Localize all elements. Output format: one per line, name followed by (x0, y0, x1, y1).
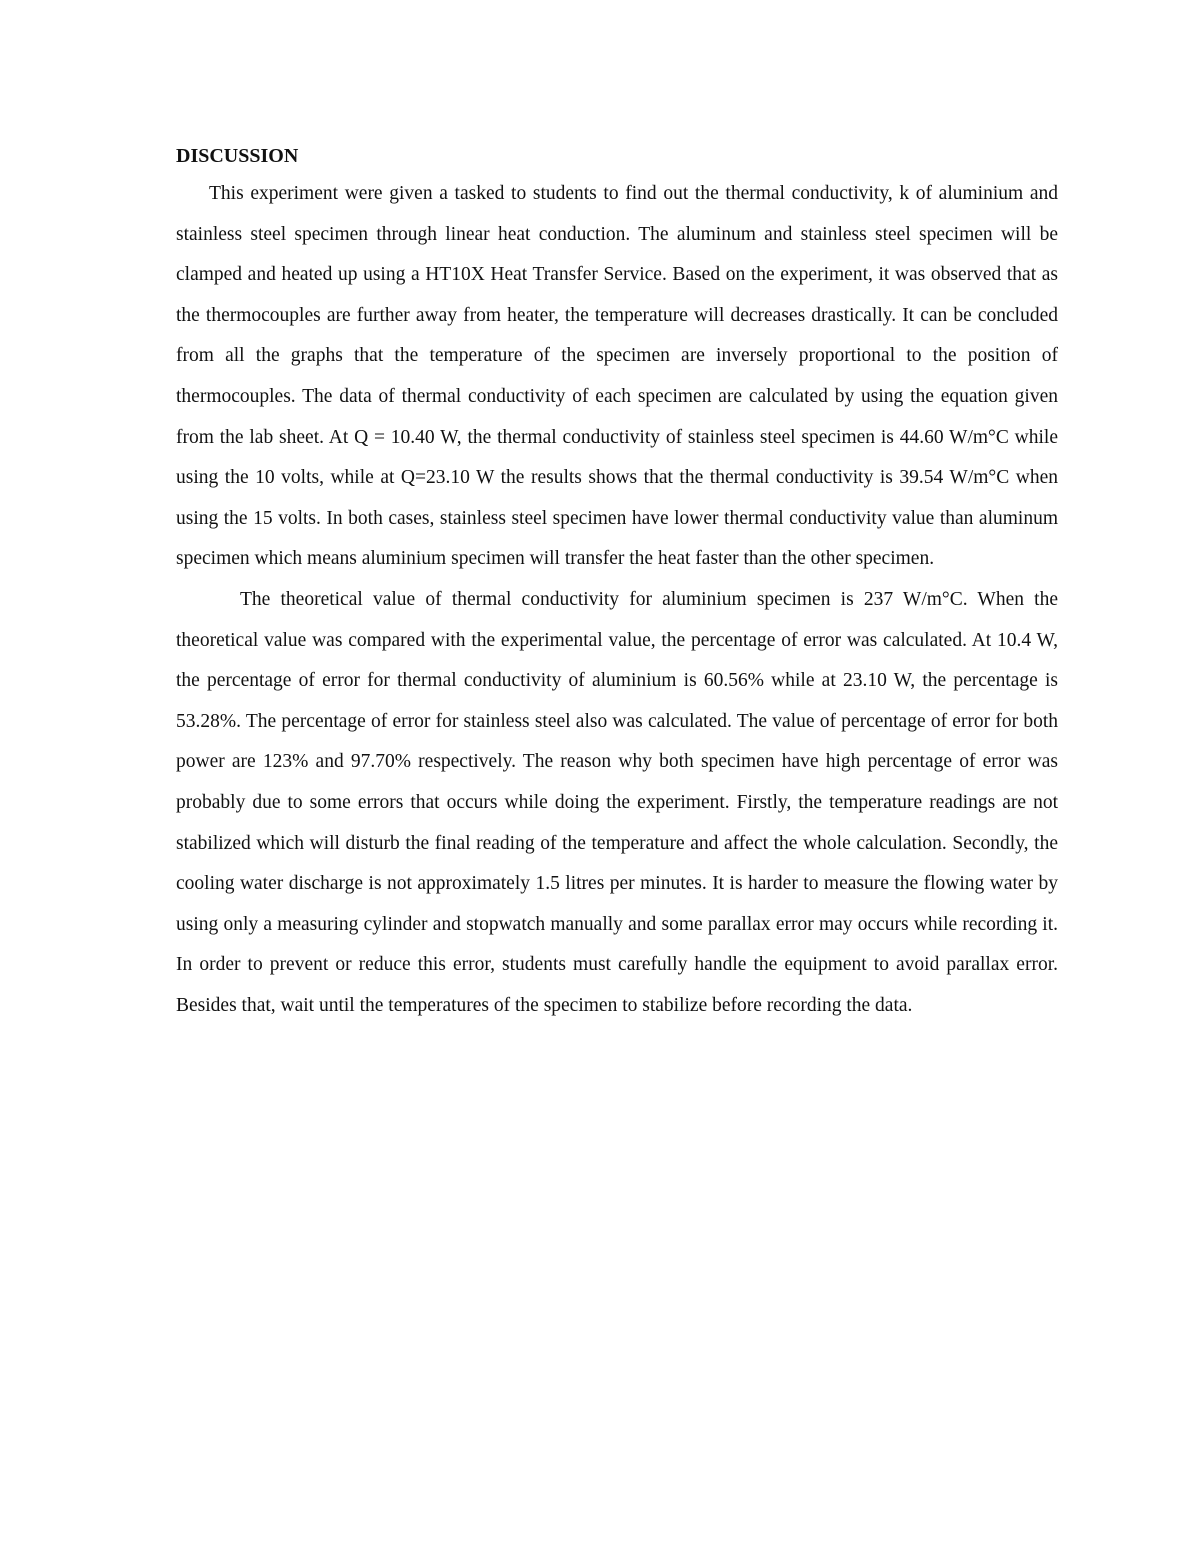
section-heading: DISCUSSION (176, 145, 299, 167)
discussion-paragraph-1: This experiment were given a tasked to students to find out the thermal conductivity, k of aluminium and stainless steel specimen through linear heat conduction. The aluminum and stainless steel specimen will be clamped and heated up using a HT10X Heat Transfer Service. Based on the experiment, it was observed that as the thermocouples are further away from heater, the temperature will decreases drastically. It can be concluded from all the graphs that the temperature of the specimen are inversely proportional to the position of thermocouples. The data of thermal conductivity of each specimen are calculated by using the equation given from the lab sheet. At Q = 10.40 W, the thermal conductivity of stainless steel specimen is 44.60 W/m°C while using the 10 volts, while at Q=23.10 W the results shows that the thermal conductivity is 39.54 W/m°C when using the 15 volts. In both cases, stainless steel specimen have lower thermal conductivity value than aluminum specimen which means aluminium specimen will transfer the heat faster than the other specimen. (176, 183, 1058, 570)
document-body (176, 138, 1058, 1026)
discussion-paragraph-2: The theoretical value of thermal conductivity for aluminium specimen is 237 W/m°C. When the theoretical value was compared with the experimental value, the percentage of error was calculated. At 10.4 W, the percentage of error for thermal conductivity of aluminium is 60.56% while at 23.10 W, the percentage is 53.28%. The percentage of error for stainless steel also was calculated. The value of percentage of error for both power are 123% and 97.70% respectively. The reason why both specimen have high percentage of error was probably due to some errors that occurs while doing the experiment. Firstly, the temperature readings are not stabilized which will disturb the final reading of the temperature and affect the whole calculation. Secondly, the cooling water discharge is not approximately 1.5 litres per minutes. It is harder to measure the flowing water by using only a measuring cylinder and stopwatch manually and some parallax error may occurs while recording it. In order to prevent or reduce this error, students must carefully handle the equipment to avoid parallax error. Besides that, wait until the temperatures of the specimen to stabilize before recording the data. (176, 588, 1058, 1016)
